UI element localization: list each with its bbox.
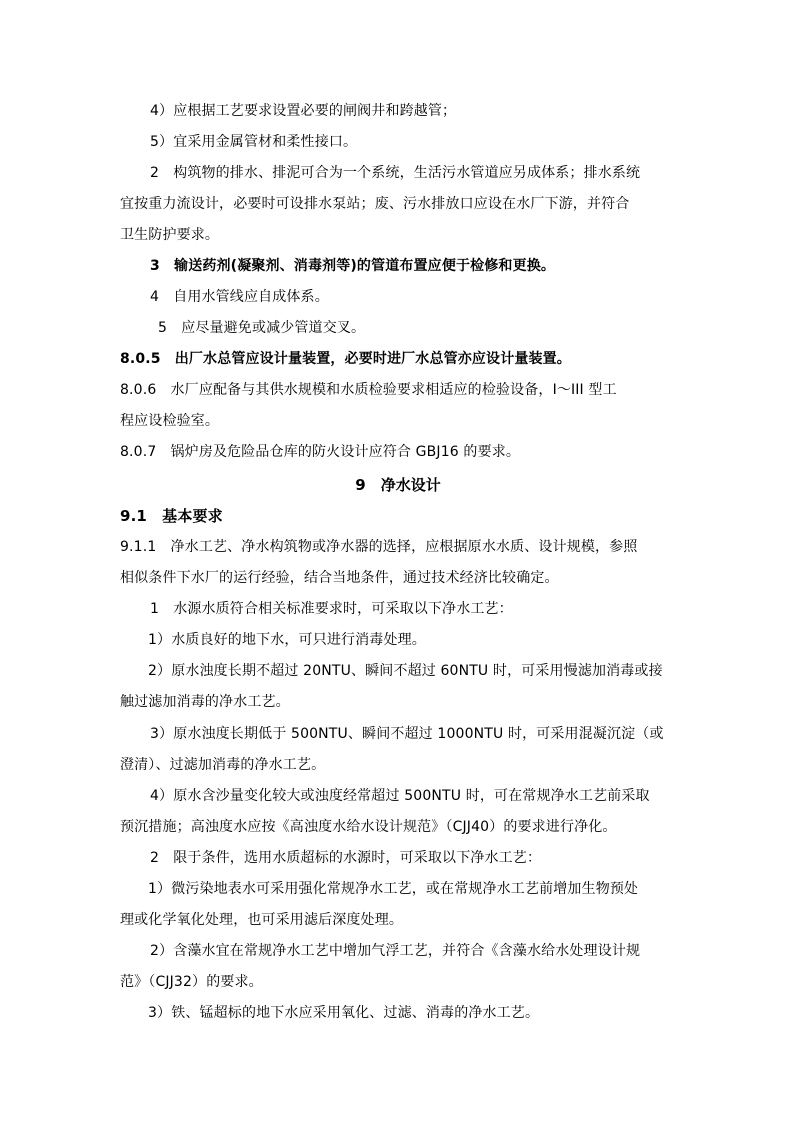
text-line: 理或化学氧化处理，也可采用滤后深度处理。: [120, 912, 403, 928]
text-line: 2）原水浊度长期不超过 20NTU、瞬间不超过 60NTU 时，可采用慢滤加消毒或接: [148, 663, 663, 679]
text-line: 3）铁、锰超标的地下水应采用氧化、过滤、消毒的净水工艺。: [148, 1005, 540, 1021]
text-line: 4）原水含沙量变化较大或浊度经常超过 500NTU 时，可在常规净水工艺前采取: [150, 788, 650, 804]
text-line: 5）宜采用金属管材和柔性接口。: [150, 134, 358, 150]
clause-8-0-7: 8.0.7 锅炉房及危险品仓库的防火设计应符合 GBJ16 的要求。: [120, 444, 521, 460]
text-line: 5 应尽量避免或减少管道交叉。: [158, 320, 366, 336]
text-line: 预沉措施；高浊度水应按《高浊度水给水设计规范》（CJJ40）的要求进行净化。: [120, 819, 617, 835]
clause-9-1-1: 9.1.1 净水工艺、净水构筑物或净水器的选择，应根据原水水质、设计规模，参照: [120, 539, 638, 555]
text-line: 2）含藻水宜在常规净水工艺中增加气浮工艺，并符合《含藻水给水处理设计规: [150, 943, 641, 959]
text-line: 触过滤加消毒的净水工艺。: [120, 694, 290, 710]
text-line: 3）原水浊度长期低于 500NTU、瞬间不超过 1000NTU 时，可采用混凝沉淀（或: [150, 726, 664, 742]
text-line: 1 水源水质符合相关标准要求时，可采取以下净水工艺：: [150, 601, 513, 617]
text-line: 4 自用水管线应自成体系。: [150, 289, 329, 305]
text-line: 3 输送药剂(凝聚剂、消毒剂等)的管道布置应便于检修和更换。: [150, 258, 556, 274]
text-line: 宜按重力流设计，必要时可设排水泵站；废、污水排放口应设在水厂下游，并符合: [120, 196, 630, 212]
text-line: 1）微污染地表水可采用强化常规净水工艺，或在常规净水工艺前增加生物预处: [148, 881, 639, 897]
text-line: 卫生防护要求。: [120, 227, 220, 243]
chapter-heading: 9 净水设计: [355, 476, 441, 494]
text-line: 4）应根据工艺要求设置必要的闸阀井和跨越管；: [150, 103, 457, 119]
text-line: 相似条件下水厂的运行经验，结合当地条件，通过技术经济比较确定。: [120, 570, 559, 586]
text-line: 2 构筑物的排水、排泥可合为一个系统，生活污水管道应另成体系；排水系统: [150, 165, 641, 181]
clause-8-0-6: 8.0.6 水厂应配备与其供水规模和水质检验要求相适应的检验设备，I～III 型工: [120, 382, 617, 398]
section-heading: 9.1 基本要求: [120, 507, 223, 525]
text-line: 2 限于条件，选用水质超标的水源时，可采取以下净水工艺：: [150, 850, 542, 866]
text-line: 范》（CJJ32）的要求。: [120, 974, 263, 990]
text-line: 程应设检验室。: [120, 413, 220, 429]
clause-8-0-5: 8.0.5 出厂水总管应设计量装置，必要时进厂水总管亦应设计量装置。: [120, 351, 571, 367]
text-line: 澄清）、过滤加消毒的净水工艺。: [120, 757, 326, 773]
text-line: 1）水质良好的地下水，可只进行消毒处理。: [148, 632, 426, 648]
